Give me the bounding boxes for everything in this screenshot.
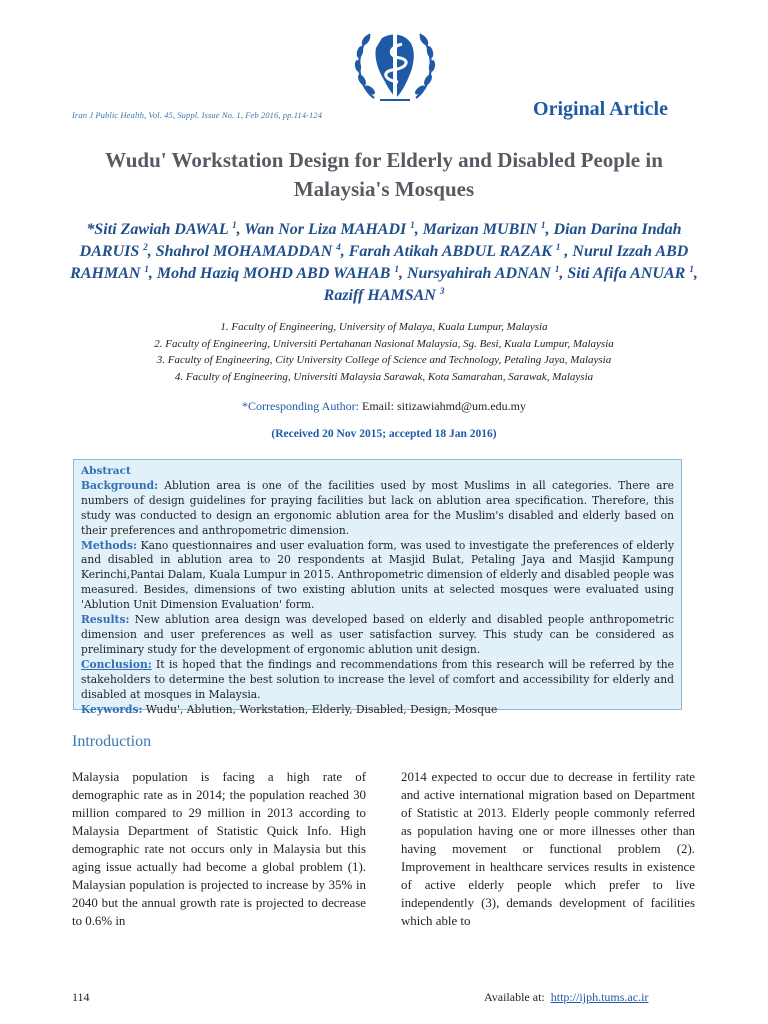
author-affiliation-mark: 1	[689, 264, 694, 274]
author-affiliation-mark: 1	[144, 264, 149, 274]
abstract-heading: Abstract	[81, 465, 131, 477]
journal-url-link[interactable]: http://ijph.tums.ac.ir	[550, 990, 649, 1004]
author-separator: ,	[414, 221, 423, 238]
author-affiliation-mark: 1	[555, 242, 561, 252]
author-separator: ,	[340, 243, 349, 260]
corresponding-author-email[interactable]: Email: sitizawiahmd@um.edu.my	[358, 399, 527, 413]
author-name: Raziff HAMSAN	[323, 287, 436, 304]
author-separator: ,	[398, 265, 407, 282]
abstract-methods	[81, 539, 674, 614]
author-affiliation-mark: 4	[336, 242, 341, 252]
author-name: Farah Atikah ABDUL RAZAK	[348, 243, 552, 260]
affiliation-item: 1. Faculty of Engineering, University of Malaya, Kuala Lumpur, Malaysia	[220, 321, 548, 333]
abstract-results	[81, 613, 674, 658]
journal-emblem-icon	[352, 24, 438, 108]
received-dates: (Received 20 Nov 2015; accepted 18 Jan 2016)	[271, 428, 497, 440]
article-type-label: Original Article	[533, 98, 668, 120]
journal-citation: Iran J Public Health, Vol. 45, Suppl. Issue No. 1, Feb 2016, pp.114-124	[72, 110, 323, 120]
author-name: Siti Afifa ANUAR	[567, 265, 686, 282]
paper-title	[40, 146, 728, 204]
author-name: Marizan MUBIN	[422, 221, 538, 238]
author-affiliation-mark: 1	[410, 220, 415, 230]
results-text: New ablution area design was developed based on elderly and disabled people anthropometric dimension and user preferences as well as user satisfaction survey. This study can be considered as preliminary study for the development of ergonomic ablution unit design.	[81, 613, 674, 656]
author-name: Nursyahirah ADNAN	[406, 265, 551, 282]
author-separator: ,	[559, 265, 568, 282]
conclusion-text: It is hoped that the findings and recommendations from this research will be referred by the stakeholders to determine the best solution to increase the level of comfort and accessibility for elderly and disabled at mosques in Malaysia.	[81, 657, 674, 701]
abstract-box	[73, 459, 682, 716]
keywords-text: Wudu', Ablution, Workstation, Elderly, Disabled, Design, Mosque	[142, 702, 498, 716]
affiliation-list	[40, 319, 728, 385]
author-separator: ,	[148, 265, 157, 282]
author-name: Wan Nor Liza MAHADI	[244, 221, 407, 238]
methods-text: Kano questionnaires and user evaluation form, was used to investigate the preferences of elderly and disabled in ablution area to 20 respondents at Masjid Bulat, Petaling Jaya and Masjid Kampung Kerinchi,Pantai Dalam, Kuala Lumpur in 2015. Anthropometric dimension of elderly and disabled people was measured. Besides, dimensions of two existing ablution units at selected mosques were evaluated using 'Ablution Unit Dimension Evaluation' form.	[81, 538, 674, 612]
author-separator: ,	[545, 221, 554, 238]
availability-line	[484, 990, 648, 1005]
author-separator: ,	[693, 265, 698, 282]
author-name: Mohd Haziq MOHD ABD WAHAB	[156, 265, 391, 282]
author-name: Shahrol MOHAMADDAN	[155, 243, 333, 260]
affiliation-item: 4. Faculty of Engineering, Universiti Malaysia Sarawak, Kota Samarahan, Sarawak, Malaysia	[174, 370, 594, 383]
author-affiliation-mark: 3	[439, 286, 445, 296]
title-line-1: Wudu' Workstation Design for Elderly and Disabled People in	[105, 148, 663, 172]
author-name: Dian Darina Indah DARUIS	[79, 221, 682, 260]
introduction-heading: Introduction	[72, 733, 152, 750]
author-affiliation-mark: 1	[541, 220, 546, 230]
page-number: 114	[72, 990, 90, 1004]
background-text: Ablution area is one of the facilities used by most Muslims in all categories. There are numbers of design guidelines for praying facilities but lack on ablution area specification. Therefore, this study was conducted to design an ergonomic ablution area for the Muslim's disabled and elderly based on their preferences and anthropometric dimension.	[81, 478, 674, 537]
author-separator: ,	[147, 243, 156, 260]
affiliation-item: 2. Faculty of Engineering, Universiti Pertahanan Nasional Malaysia, Sg. Besi, Kuala Lumpur, Malaysia	[154, 337, 614, 350]
background-label: Background:	[81, 478, 159, 492]
author-separator: ,	[236, 221, 245, 238]
author-list	[60, 219, 708, 307]
author-name: *Siti Zawiah DAWAL	[86, 221, 229, 238]
introduction-column-left: Malaysia population is facing a high rate of demographic rate as in 2014; the population reached 30 million compared to 29 million in 2013 according to Malaysia Department of Statistic Quick Info. High demographic rate not occurs only in Malaysia but this aging issue actually had become a global problem (1). Malaysian population is projected to increase by 35% in 2040 but the annual growth rate is projected to decrease to 0.6% in	[72, 770, 366, 928]
abstract-conclusion	[81, 658, 674, 703]
abstract-background	[81, 479, 674, 539]
conclusion-label: Conclusion:	[81, 657, 152, 671]
keywords-label: Keywords:	[81, 702, 143, 716]
affiliation-item: 3. Faculty of Engineering, City University College of Science and Technology, Petaling Jaya, Malaysia	[156, 354, 612, 366]
title-line-2: Malaysia's Mosques	[293, 177, 475, 201]
author-separator: ,	[560, 243, 573, 260]
available-label: Available at:	[484, 990, 545, 1004]
abstract-keywords	[81, 703, 674, 718]
author-affiliation-mark: 2	[143, 242, 148, 252]
results-label: Results:	[81, 613, 130, 627]
author-name: Nurul Izzah ABD RAHMAN	[70, 243, 689, 282]
introduction-column-right: 2014 expected to occur due to decrease in fertility rate and active international migration based on Department of Statistic at 2013. Elderly people commonly referred as population having one or more illnesses other than having movement or functional problem (2). Improvement in healthcare services results in existence of active elderly people which prefer to live independently (3), demands development of facilities which able to	[401, 770, 695, 928]
corresponding-author	[40, 399, 728, 414]
author-affiliation-mark: 1	[554, 264, 560, 274]
author-affiliation-mark: 1	[232, 220, 237, 230]
methods-label: Methods:	[81, 538, 137, 552]
corresponding-author-label: *Corresponding Author:	[241, 399, 359, 413]
author-affiliation-mark: 1	[394, 264, 399, 274]
